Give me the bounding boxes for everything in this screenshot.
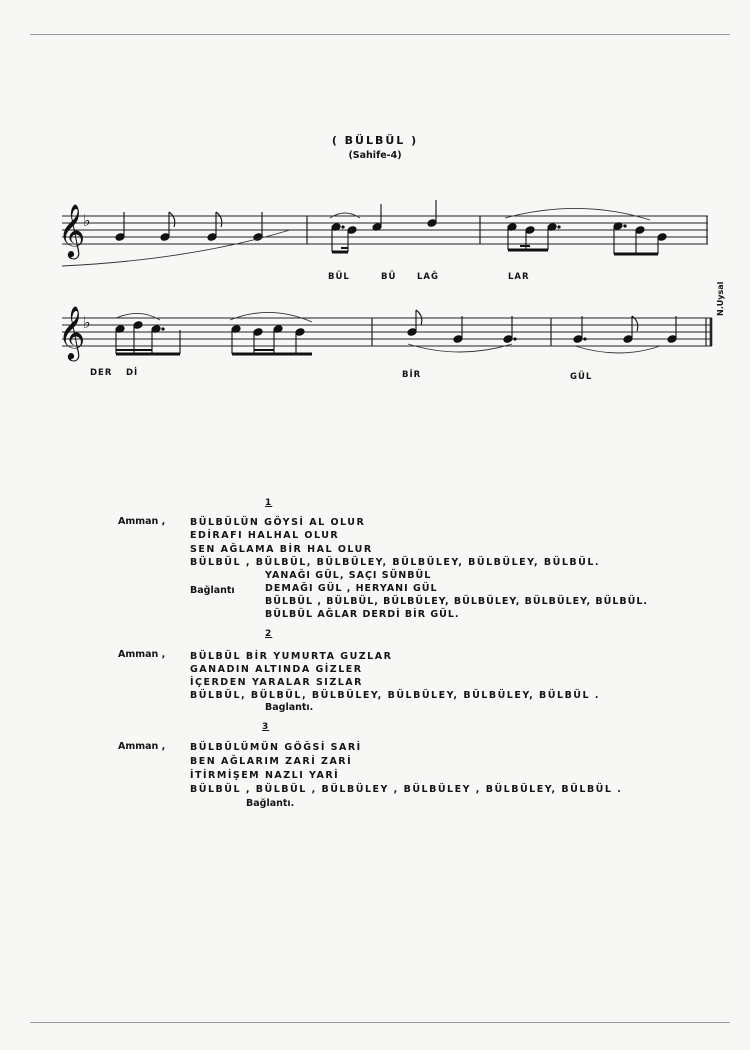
refrain-line: YANAĞI GÜL, SAÇI SÜNBÜL [265,570,432,581]
refrain-label: Bağlantı. [246,798,295,809]
lyric-syllable: BİR [402,370,422,380]
treble-clef-icon: 𝄞 [58,305,86,359]
verse-number: 3 [262,722,270,732]
bottom-rule [30,1022,730,1023]
lyric-syllable: DER [90,368,113,378]
song-title: ( BÜLBÜL ) [331,134,419,147]
verse-line: BÜLBÜL , BÜLBÜL , BÜLBÜLEY , BÜLBÜLEY , BÜLBÜLEY, BÜLBÜL . [190,784,623,795]
verse-label: Amman , [118,741,166,752]
verse-line: GANADIN ALTINDA GİZLER [190,664,363,675]
lyric-syllable: BÜ [381,272,397,282]
refrain-label: Baglantı. [265,702,314,713]
verse-number: 2 [265,629,273,639]
verse-line: SEN AĞLAMA BİR HAL OLUR [190,544,373,555]
refrain-line: BÜLBÜL AĞLAR DERDİ BİR GÜL. [265,609,460,620]
verse-line: BÜLBÜL , BÜLBÜL, BÜLBÜLEY, BÜLBÜLEY, BÜLBÜLEY, BÜLBÜL. [190,557,600,568]
verse-line: İÇERDEN YARALAR SIZLAR [190,677,363,688]
key-signature-flat: ♭ [83,313,91,332]
verse-line: BÜLBÜL BİR YUMURTA GUZLAR [190,651,393,662]
key-signature-flat: ♭ [83,211,91,230]
page-reference: (Sahife-4) [348,150,402,161]
verse-line: BEN AĞLARIM ZARİ ZARİ [190,756,353,767]
verse-line: BÜLBÜLÜMÜN GÖĞSİ SARİ [190,742,362,753]
verse-line: EDİRAFI HALHAL OLUR [190,530,340,541]
verse-line: BÜLBÜL, BÜLBÜL, BÜLBÜLEY, BÜLBÜLEY, BÜLBÜLEY, BÜLBÜL . [190,690,600,701]
staff-system-2 [0,300,750,380]
lyric-syllable: LAĞ [417,272,439,282]
verse-line: BÜLBÜLÜN GÖYSİ AL OLUR [190,517,366,528]
top-rule [30,34,730,35]
refrain-line: DEMAĞI GÜL , HERYANI GÜL [265,583,438,594]
verse-number: 1 [265,498,273,508]
refrain-label: Bağlantı [190,585,235,596]
composer-credit: N.Uysal [716,281,725,316]
lyric-syllable: LAR [508,272,530,282]
lyric-syllable: Dİ [126,368,139,378]
staff-system-1 [0,190,750,280]
lyric-syllable: GÜL [570,372,593,382]
verse-label: Amman , [118,516,166,527]
treble-clef-icon: 𝄞 [58,203,86,257]
verse-label: Amman , [118,649,166,660]
lyric-syllable: BÜL [328,272,350,282]
verse-line: İTİRMİŞEM NAZLI YARİ [190,770,340,781]
refrain-line: BÜLBÜL , BÜLBÜL, BÜLBÜLEY, BÜLBÜLEY, BÜLBÜLEY, BÜLBÜL. [265,596,648,607]
